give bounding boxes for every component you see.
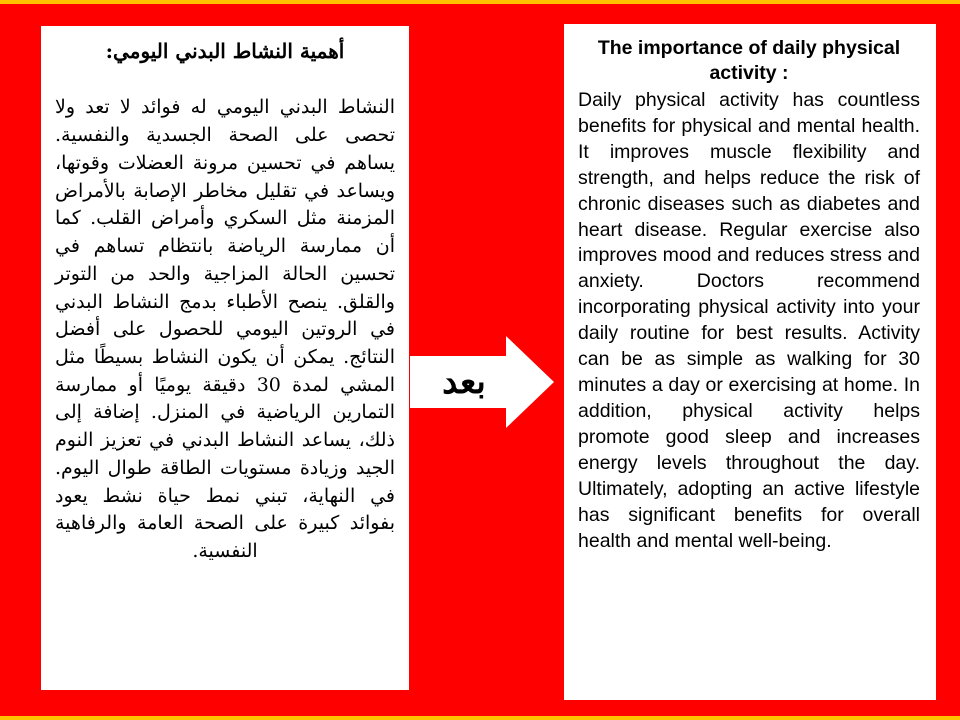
- english-title: The importance of daily physical activity :: [597, 37, 901, 84]
- transition-arrow: [408, 334, 556, 430]
- english-body-text: Daily physical activity has countless benefits for physical and mental health. It improves muscle flexibility and strength, and helps reduce the risk of chronic diseases such as diabetes and heart disease. Regular exercise also improves mood and reduces stress and anxiety. Doctors recommend incorporating physical activity into your daily routine for best results. Activity can be as simple as walking for 30 minutes a day or exercising at home. In addition, physical activity helps promote good sleep and increases energy levels throughout the day. Ultimately, adopting an active lifestyle has significant benefits for overall health and mental well-being.: [578, 88, 920, 552]
- right-arrow-icon: [408, 334, 556, 430]
- bottom-edge-strip: [0, 716, 960, 720]
- arabic-body-text: النشاط البدني اليومي له فوائد لا تعد ولا تحصى على الصحة الجسدية والنفسية. يساهم في تحسين مرونة العضلات وقوتها، ويساعد في تقليل مخاطر الإصابة بالأمراض المزمنة مثل السكري وأمراض القلب. كما أن ممارسة الرياضة بانتظام تساهم في تحسين الحالة المزاجية والحد من التوتر والقلق. ينصح الأطباء بدمج النشاط البدني في الروتين اليومي للحصول على أفضل النتائج. يمكن أن يكون النشاط بسيطًا مثل المشي لمدة 30 دقيقة يوميًا أو ممارسة التمارين الرياضية في المنزل. إضافة إلى ذلك، يساعد النشاط البدني في تعزيز النوم الجيد وزيادة مستويات الطاقة طوال اليوم. في النهاية، تبني نمط حياة نشط يعود بفوائد كبيرة على الصحة العامة والرفاهية النفسية.: [55, 96, 395, 563]
- arrow-label: بعد: [442, 362, 486, 402]
- english-text-card: [564, 24, 936, 700]
- arabic-title: أهمية النشاط البدني اليومي:: [105, 39, 345, 63]
- arabic-text-card: [41, 26, 409, 690]
- top-edge-strip: [0, 0, 960, 4]
